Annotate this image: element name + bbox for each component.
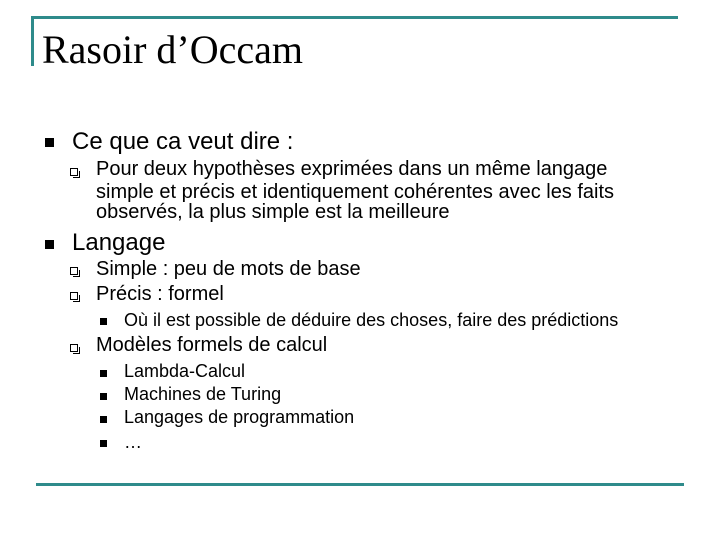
sub-point-definition-line-1: Pour deux hypothèses exprimées dans un même langage [96, 158, 608, 180]
sub-point-definition-line-3: observés, la plus simple est la meilleure [96, 201, 450, 223]
sub-point-definition-line-2: simple et précis et identiquement cohérentes avec les faits [96, 181, 615, 203]
bullet-square-icon [100, 416, 107, 423]
model-item-turing-machines: Machines de Turing [124, 384, 282, 404]
bullet-hollow-square-icon [70, 168, 78, 176]
bullet-point-meaning: Ce que ca veut dire : [72, 128, 294, 155]
bullet-hollow-square-icon [70, 267, 78, 275]
title-frame-top-line [31, 16, 678, 19]
bullet-square-icon [100, 370, 107, 377]
model-item-ellipsis: … [124, 432, 142, 452]
bullet-square-icon [100, 318, 107, 325]
bullet-square-icon [100, 440, 107, 447]
title-frame-left-line [31, 16, 34, 66]
bullet-point-language: Langage [72, 229, 166, 256]
bullet-square-icon [100, 393, 107, 400]
bullet-square-icon [45, 240, 54, 249]
sub-point-precise: Précis : formel [96, 283, 224, 305]
bullet-hollow-square-icon [70, 292, 78, 300]
slide-title: Rasoir d’Occam [42, 27, 304, 72]
footer-divider-line [36, 483, 684, 486]
model-item-lambda-calcul: Lambda-Calcul [124, 361, 246, 381]
bullet-hollow-square-icon [70, 344, 78, 352]
model-item-programming-languages: Langages de programmation [124, 407, 355, 427]
sub-sub-point-deduction: Où il est possible de déduire des choses, faire des prédictions [124, 310, 619, 330]
bullet-square-icon [45, 138, 54, 147]
sub-point-formal-models: Modèles formels de calcul [96, 334, 328, 356]
sub-point-simple: Simple : peu de mots de base [96, 258, 361, 280]
